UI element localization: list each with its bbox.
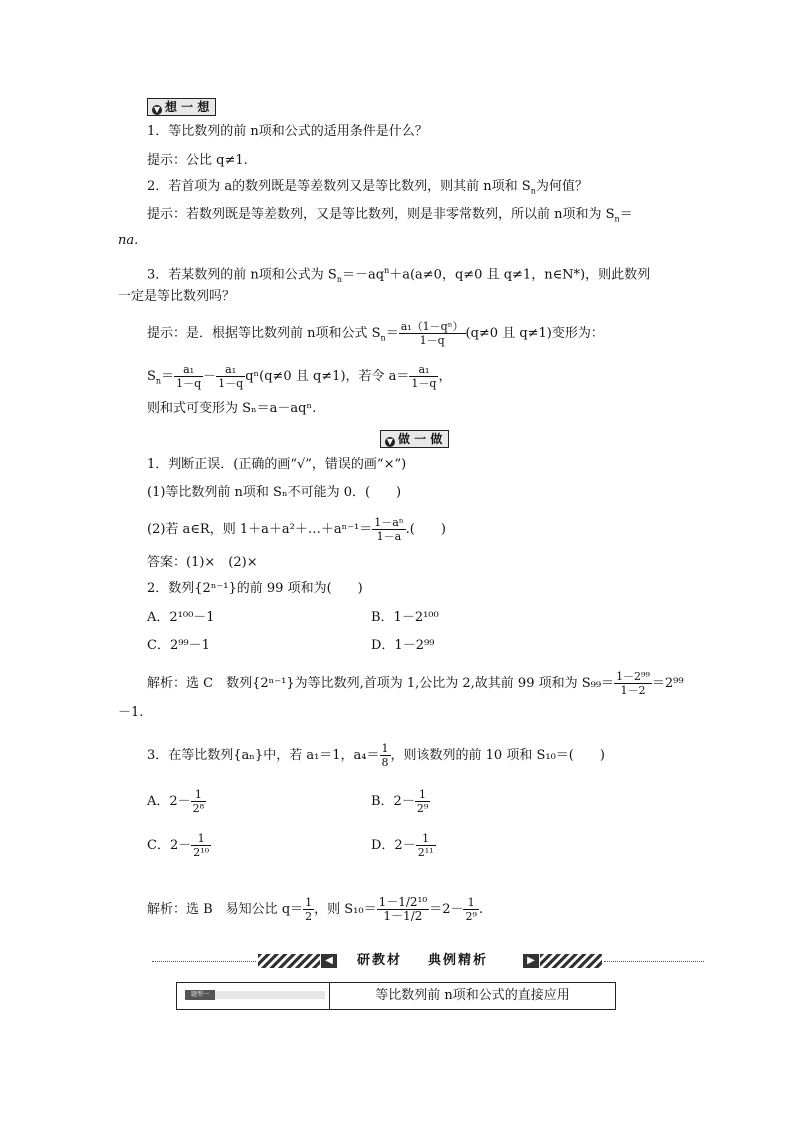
banner-left: 研教材 bbox=[357, 953, 403, 968]
arrow-right-icon: ▶ bbox=[523, 954, 539, 968]
exercise-2-solution-cont: －1. bbox=[118, 705, 144, 720]
section-badge-practice bbox=[380, 430, 449, 448]
option-a: A．2¹⁰⁰－1 bbox=[147, 610, 215, 625]
hint-2: 提示：若数列既是等差数列，又是等比数列，则是非零常数列，所以前 n项和为 $S_n=$ bbox=[147, 207, 633, 224]
exercise-3-solution: 解析：选 B 易知公比 q＝ $\frac{1}{2}$ ，则 S₁₀＝ $\frac{\text{1－1/2¹⁰}}{1-1/2}$ ＝2－ $\frac{1}{\text{2⁹}}$ . bbox=[147, 895, 484, 923]
section-badge-think bbox=[147, 98, 216, 116]
hint-3-line1: 提示：是．根据等比数列前 n项和公式 $S_n=$ $\frac{\text{a₁（1－qⁿ）}}{1-q}$ (q≠0 且 q≠1)变形为： bbox=[147, 320, 604, 347]
exercise-1-title: 1．判断正误．(正确的画“√”，错误的画“×”) bbox=[147, 457, 407, 472]
hint-3-line3: 则和式可变形为 Sₙ＝a－aqⁿ. bbox=[147, 401, 317, 416]
badge-label: 想 一 想 bbox=[165, 100, 210, 114]
exercise-3-title: 3．在等比数列{aₙ}中，若 a₁＝1，a₄＝ $\frac{1}{8}$ ，则该数列的前 10 项和 S₁₀＝( ) bbox=[147, 742, 605, 769]
question-3-cont: 一定是等比数列吗？ bbox=[118, 289, 236, 304]
topic-header bbox=[176, 982, 616, 1010]
topic-title: 等比数列前 n项和公式的直接应用 bbox=[375, 988, 570, 1003]
option-b: B．1－2¹⁰⁰ bbox=[371, 610, 439, 625]
divider bbox=[152, 961, 256, 962]
arrow-left-icon: ◀ bbox=[321, 954, 337, 968]
option-c: C．2－ $\frac{1}{\text{2¹⁰}}$ bbox=[147, 832, 210, 859]
chevron-down-icon: ▼ bbox=[386, 437, 394, 446]
fraction: $\frac{\text{a₁（1－qⁿ）}}{1-q}$ bbox=[400, 320, 464, 347]
exercise-1-part2: (2)若 a∈R，则 1＋a＋a²＋…＋aⁿ⁻¹＝ $\frac{\text{1－aⁿ}}{1-a}$ .( ) bbox=[147, 516, 446, 543]
option-c: C．2⁹⁹－1 bbox=[147, 638, 210, 653]
chevron-down-icon: ▼ bbox=[153, 105, 161, 114]
topic-label-cell bbox=[177, 983, 330, 1009]
divider bbox=[604, 961, 704, 962]
banner-stripes bbox=[258, 954, 320, 968]
exercise-1-part1: (1)等比数列前 n项和 Sₙ不可能为 0．( ) bbox=[147, 485, 402, 500]
exercise-2-title: 2．数列{2ⁿ⁻¹}的前 99 项和为( ) bbox=[147, 581, 363, 596]
banner-stripes bbox=[540, 954, 602, 968]
option-a: A．2－ $\frac{1}{\text{2⁸}}$ bbox=[147, 788, 205, 815]
badge-label: 做 一 做 bbox=[398, 432, 443, 446]
question-3: 3．若某数列的前 n项和公式为 $S_n=-aq^n+a(a\ne 0$，q≠0 且 q≠1，n∈N*)，则此数列 bbox=[147, 266, 651, 284]
option-b: B．2－ $\frac{1}{\text{2⁹}}$ bbox=[371, 788, 429, 815]
question-2: 2．若首项为 a的数列既是等差数列又是等比数列，则其前 n项和 $S_n$为何值？ bbox=[147, 179, 588, 196]
topic-label: 题型一 bbox=[185, 990, 215, 1000]
option-d: D．1－2⁹⁹ bbox=[371, 638, 435, 653]
banner-right: 典例精析 bbox=[428, 953, 489, 968]
exercise-1-answer: 答案：(1)× (2)× bbox=[147, 555, 258, 570]
option-d: D．2－ $\frac{1}{\text{2¹¹}}$ bbox=[371, 832, 434, 859]
hint-3-line2: $S_n=$ $\frac{\text{a₁}}{1-q}$ － $\frac{\text{a₁}}{1-q}$ qⁿ(q≠0 且 q≠1)，若令 a＝ $\frac{\text{a₁}}{1-q}$ ， bbox=[147, 363, 452, 390]
exercise-2-solution: 解析：选 C 数列{2ⁿ⁻¹}为等比数列,首项为 1,公比为 2,故其前 99 项和为 S₉₉＝ $\frac{\text{1－2⁹⁹}}{1-2}$ ＝2⁹⁹ bbox=[147, 670, 684, 697]
hint-1: 提示：公比 q≠1. bbox=[147, 153, 248, 168]
hint-2-cont: na. bbox=[118, 233, 139, 248]
question-1: 1．等比数列的前 n项和公式的适用条件是什么？ bbox=[147, 124, 428, 139]
